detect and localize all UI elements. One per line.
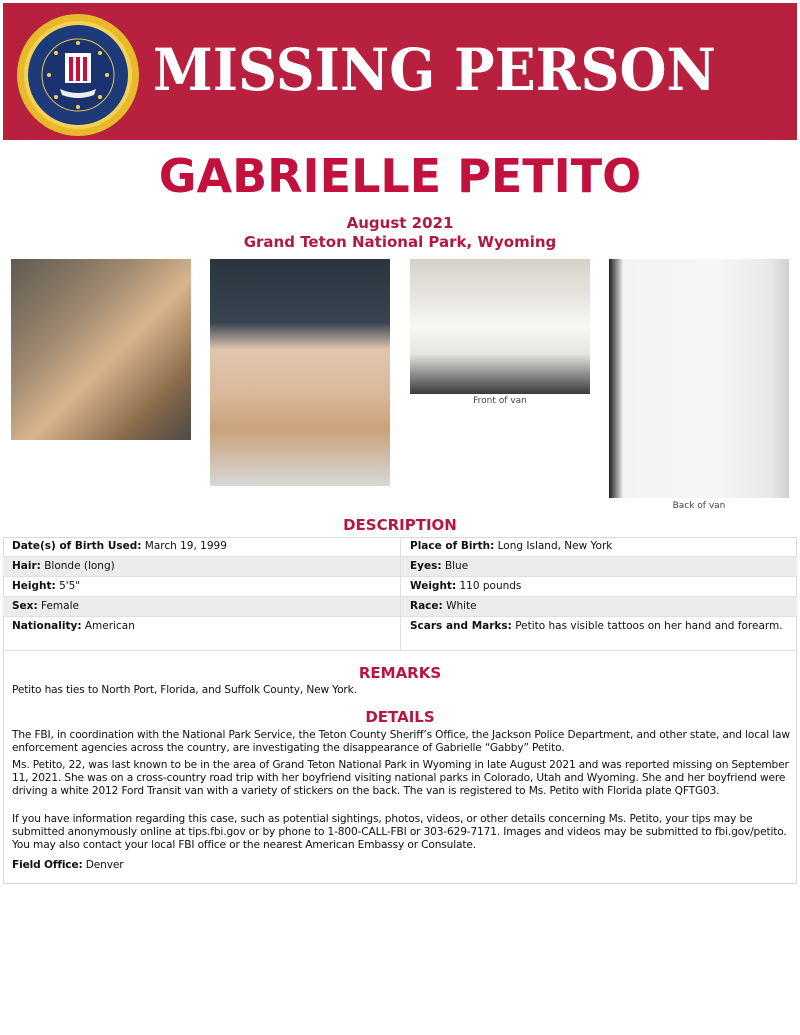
nationality-value: American xyxy=(84,620,135,632)
dob-label: Date(s) of Birth Used: xyxy=(12,540,142,552)
race-value: White xyxy=(446,600,477,612)
remarks-heading: REMARKS xyxy=(358,664,442,682)
remarks-text: Petito has ties to North Port, Florida, and Suffolk County, New York. xyxy=(12,684,357,696)
sex-value: Female xyxy=(41,600,79,612)
details-paragraph-3: If you have information regarding this case, such as potential sightings, photos, videos, or other details concerning Ms. Petito, your tips may be submitted anonymously online at tips.fbi.gov or by phone to 1-800-CALL-FBI or 303-629-7171. Images and videos may be submitted to fbi.gov/petito. You may also contact your local FBI office or the nearest American Embassy or Consulate. xyxy=(12,813,787,851)
description-row xyxy=(3,557,797,577)
sex-label: Sex: xyxy=(12,600,38,612)
photo-petito-1 xyxy=(11,259,191,440)
height-value: 5'5" xyxy=(59,580,81,592)
missing-location: Grand Teton National Park, Wyoming xyxy=(243,233,557,251)
photo-van-back xyxy=(609,259,789,498)
weight-label: Weight: xyxy=(410,580,457,592)
photo-petito-2 xyxy=(210,259,390,486)
hair-label: Hair: xyxy=(12,560,41,572)
height-label: Height: xyxy=(12,580,56,592)
dob-value: March 19, 1999 xyxy=(144,540,227,552)
description-row xyxy=(3,537,797,557)
field-office xyxy=(12,859,790,872)
pob-label: Place of Birth: xyxy=(410,540,495,552)
caption-back-van: Back of van xyxy=(672,501,726,511)
scars-value: Petito has visible tattoos on her hand and forearm. xyxy=(515,620,783,632)
photo-van-front xyxy=(410,259,590,394)
pob-value: Long Island, New York xyxy=(497,540,613,552)
nationality-label: Nationality: xyxy=(12,620,82,632)
scars-label: Scars and Marks: xyxy=(410,620,512,632)
banner-title: MISSING PERSON xyxy=(153,36,716,104)
fbi-seal-logo xyxy=(16,13,140,137)
details-heading: DETAILS xyxy=(365,708,435,726)
details-paragraph-1: The FBI, in coordination with the National Park Service, the Teton County Sheriff’s Office, the Jackson Police Department, and other state, and local law enforcement agencies across the country, are investigating the disappearance of Gabrielle “Gabby” Petito. xyxy=(12,729,790,754)
description-row xyxy=(3,597,797,617)
field-office-value: Denver xyxy=(85,859,124,871)
hair-value: Blonde (long) xyxy=(44,560,115,572)
eyes-value: Blue xyxy=(444,560,469,572)
header-banner xyxy=(3,3,797,140)
person-name: GABRIELLE PETITO xyxy=(158,149,642,203)
description-row xyxy=(3,577,797,597)
race-label: Race: xyxy=(410,600,443,612)
weight-value: 110 pounds xyxy=(459,580,522,592)
caption-front-van: Front of van xyxy=(473,396,527,406)
description-heading: DESCRIPTION xyxy=(343,516,457,534)
eyes-label: Eyes: xyxy=(410,560,442,572)
field-office-label: Field Office: xyxy=(12,859,83,871)
details-paragraph-2: Ms. Petito, 22, was last known to be in the area of Grand Teton National Park in Wyoming in late August 2021 and was reported missing on September 11, 2021. She was on a cross-country road trip with her boyfriend visiting national parks in Colorado, Utah and Wyoming. She and her boyfriend were driving a white 2012 Ford Transit van with a variety of stickers on the back. The van is registered to Ms. Petito with Florida plate QFTG03. xyxy=(12,759,789,797)
missing-date: August 2021 xyxy=(346,214,454,232)
description-row xyxy=(3,617,797,651)
